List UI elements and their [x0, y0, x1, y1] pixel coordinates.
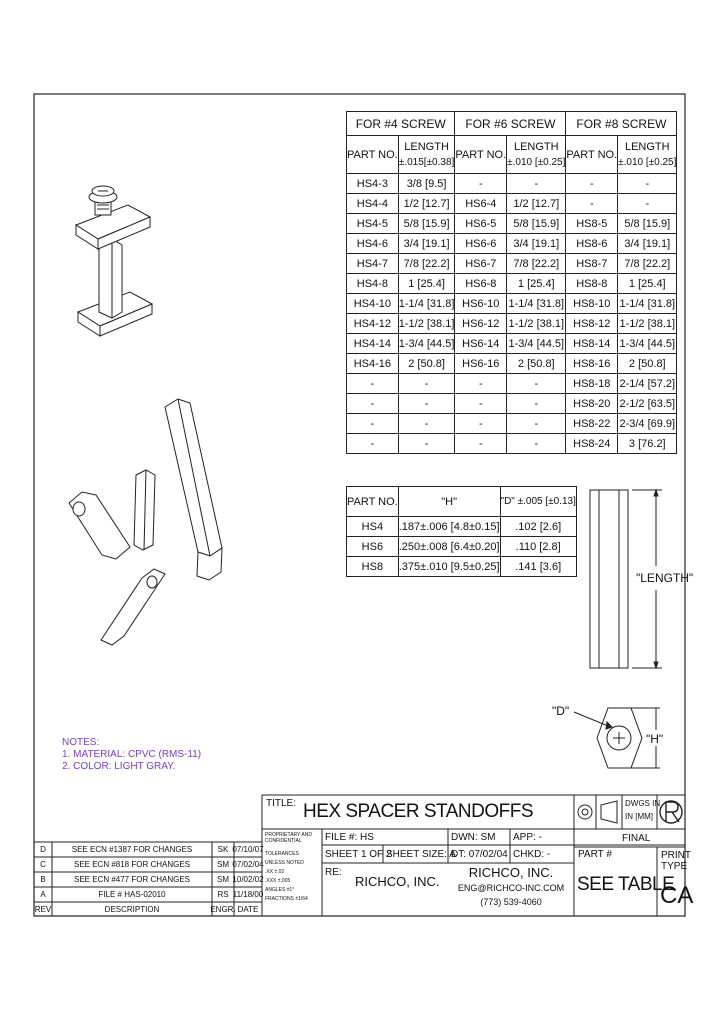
part-number-cell: HS4-10 [347, 294, 399, 314]
part-number-cell: HS6-14 [455, 334, 507, 354]
col-header-length-4 [398, 136, 455, 174]
dim-part-cell: HS4 [347, 517, 399, 537]
length-cell: - [618, 174, 677, 194]
revision-cell: RS [217, 890, 229, 899]
parts-row [347, 214, 677, 234]
length-label: LENGTH [513, 140, 559, 153]
parts-row [347, 374, 677, 394]
units-label: IN [MM] [625, 812, 653, 821]
revision-cell: SM [217, 875, 229, 884]
dim-d-cell: .110 [2.8] [500, 537, 576, 557]
notes [62, 737, 201, 773]
length-cell: 7/8 [22.2] [507, 254, 566, 274]
part-number-cell: HS8-10 [566, 294, 618, 314]
length-cell: 7/8 [22.2] [618, 254, 677, 274]
note-color: 2. COLOR: LIGHT GRAY. [62, 761, 176, 772]
length-cell: 1 [25.4] [507, 274, 566, 294]
dim-h-cell: .250±.008 [6.4±0.20] [398, 537, 500, 557]
length-cell: 2-1/2 [63.5] [618, 394, 677, 414]
length-cell: 5/8 [15.9] [398, 214, 455, 234]
length-cell: 2-3/4 [69.9] [618, 414, 677, 434]
revision-cell: SEE ECN #477 FOR CHANGES [73, 875, 191, 884]
tolerance-line: .XXX ±.005 [265, 878, 291, 884]
revision-cell: SEE ECN #818 FOR CHANGES [73, 860, 191, 869]
re-company: RICHCO, INC. [355, 874, 440, 889]
notes-heading: NOTES: [62, 737, 100, 748]
dim-d-cell: .141 [3.6] [500, 557, 576, 577]
part-number-cell: HS8-14 [566, 334, 618, 354]
dim-d-cell: .102 [2.6] [500, 517, 576, 537]
h-dimension-label: "H" [646, 732, 664, 746]
revision-cell: SK [217, 845, 229, 854]
length-cell: 1-1/2 [38.1] [398, 314, 455, 334]
length-cell: 7/8 [22.2] [398, 254, 455, 274]
part-number-cell: HS6-7 [455, 254, 507, 274]
tolerance-line: ANGLES ±1° [265, 887, 295, 893]
revision-cell: A [40, 890, 46, 899]
tolerance-line: FRACTIONS ±1/64 [265, 896, 308, 902]
note-material: 1. MATERIAL: CPVC (RMS-11) [62, 749, 202, 760]
confidential-note [265, 832, 312, 844]
re-label: RE: [325, 867, 342, 878]
tolerance-note [265, 850, 308, 904]
dwgs-in-label: DWGS IN [625, 799, 661, 808]
length-cell: 1/2 [12.7] [507, 194, 566, 214]
print-type-label [661, 850, 691, 872]
part-number-cell: HS4-7 [347, 254, 399, 274]
parts-row [347, 294, 677, 314]
dim-header-d: "D" ±.005 [±0.13] [500, 487, 576, 517]
tolerance-line: TOLERANCES [265, 851, 299, 857]
parts-row [347, 354, 677, 374]
length-cell: 3 [76.2] [618, 434, 677, 454]
loose-spacers-drawing [69, 399, 222, 645]
parts-row [347, 314, 677, 334]
company-name: RICHCO, INC. [468, 865, 554, 880]
col-header-length-6 [507, 136, 566, 174]
spacer-assembly-drawing [76, 186, 152, 336]
parts-row [347, 414, 677, 434]
group-header-6: FOR #6 SCREW [455, 112, 566, 136]
dim-part-cell: HS8 [347, 557, 399, 577]
part-number-cell: HS6-6 [455, 234, 507, 254]
length-cell: - [507, 434, 566, 454]
length-tolerance: ±.010 [±0.25] [618, 156, 677, 168]
part-number-cell: HS4-8 [347, 274, 399, 294]
part-number-cell: HS4-12 [347, 314, 399, 334]
length-cell: - [507, 394, 566, 414]
richco-logo [660, 801, 682, 823]
part-number-cell: HS8-12 [566, 314, 618, 334]
length-cell: 2 [50.8] [618, 354, 677, 374]
file-number: FILE #: HS [325, 832, 374, 843]
confidential-line: CONFIDENTIAL [265, 838, 302, 844]
print-type-label-line: TYPE [661, 861, 688, 872]
length-cell: - [398, 394, 455, 414]
part-number-cell: HS6-8 [455, 274, 507, 294]
revision-cell: 07/02/04 [232, 860, 264, 869]
length-cell: 1-3/4 [44.5] [507, 334, 566, 354]
parts-row [347, 334, 677, 354]
part-number-cell: - [455, 414, 507, 434]
part-number-cell: HS6-12 [455, 314, 507, 334]
part-number-cell: HS8-8 [566, 274, 618, 294]
dim-h-cell: .187±.006 [4.8±0.15] [398, 517, 500, 537]
length-cell: 1-1/4 [31.8] [507, 294, 566, 314]
length-cell: 1-1/2 [38.1] [618, 314, 677, 334]
part-number-cell: HS6-16 [455, 354, 507, 374]
parts-row [347, 174, 677, 194]
col-header-length-8 [618, 136, 677, 174]
tolerance-line: UNLESS NOTED [265, 860, 304, 866]
projection-symbol [578, 801, 617, 823]
part-number-cell: HS6-4 [455, 194, 507, 214]
part-number-cell: HS8-22 [566, 414, 618, 434]
length-cell: 2 [50.8] [507, 354, 566, 374]
sheet-size: SHEET SIZE: A [386, 849, 456, 860]
part-number-cell: HS8-24 [566, 434, 618, 454]
length-cell: - [507, 374, 566, 394]
dimension-row [347, 557, 577, 577]
drawing-date: DT: 07/02/04 [451, 849, 508, 860]
part-number-cell: HS4-5 [347, 214, 399, 234]
part-number-cell: - [347, 414, 399, 434]
part-number-cell: - [566, 174, 618, 194]
length-cell: 3/4 [19.1] [618, 234, 677, 254]
final-status: FINAL [622, 833, 651, 844]
length-cell: - [618, 194, 677, 214]
group-header-4: FOR #4 SCREW [347, 112, 455, 136]
length-cell: 3/8 [9.5] [398, 174, 455, 194]
col-header-part-8: PART NO. [566, 136, 618, 174]
length-dimension-label: "LENGTH" [636, 571, 694, 585]
part-number-cell: - [455, 374, 507, 394]
parts-row [347, 274, 677, 294]
length-cell: 5/8 [15.9] [507, 214, 566, 234]
part-number-cell: HS8-6 [566, 234, 618, 254]
sheet-number: SHEET 1 OF 2 [325, 849, 392, 860]
parts-row [347, 254, 677, 274]
part-number-cell: HS4-16 [347, 354, 399, 374]
length-cell: 1 [25.4] [618, 274, 677, 294]
part-number-cell: HS4-3 [347, 174, 399, 194]
length-cell: 1-1/4 [31.8] [398, 294, 455, 314]
revision-cell: 10/02/02 [232, 875, 264, 884]
parts-row [347, 234, 677, 254]
group-header-8: FOR #8 SCREW [566, 112, 677, 136]
part-number-cell: HS8-18 [566, 374, 618, 394]
part-number-cell: HS6-5 [455, 214, 507, 234]
length-cell: 1-1/2 [38.1] [507, 314, 566, 334]
parts-row [347, 194, 677, 214]
part-number-cell: HS8-5 [566, 214, 618, 234]
part-number-label: PART # [578, 849, 612, 860]
revision-cell: D [40, 845, 46, 854]
length-label: LENGTH [624, 140, 670, 153]
revision-cell: B [40, 875, 46, 884]
parts-length-table [346, 111, 677, 454]
dimension-table [346, 486, 577, 577]
confidential-line: PROPRIETARY AND [265, 832, 312, 838]
d-dimension-label: "D" [552, 704, 570, 718]
company-email: ENG@RICHCO-INC.COM [457, 883, 565, 893]
revision-cell: 07/10/07 [232, 845, 264, 854]
drawn-by: DWN: SM [451, 832, 496, 843]
print-type-value: CA [660, 882, 694, 909]
revision-cell: SM [217, 860, 229, 869]
part-number-cell: - [455, 174, 507, 194]
length-cell: 1/2 [12.7] [398, 194, 455, 214]
dimension-row [347, 537, 577, 557]
revision-header: REV [34, 905, 52, 914]
revision-header: ENGR. [210, 905, 236, 914]
parts-row [347, 434, 677, 454]
length-cell: 2 [50.8] [398, 354, 455, 374]
length-cell: 1-1/4 [31.8] [618, 294, 677, 314]
dimension-row [347, 517, 577, 537]
part-number-cell: - [347, 434, 399, 454]
length-cell: - [398, 374, 455, 394]
approved-by: APP: - [513, 832, 542, 843]
checked-by: CHKD: - [513, 849, 551, 860]
revision-cell: SEE ECN #1387 FOR CHANGES [71, 845, 193, 854]
length-cell: 3/4 [19.1] [507, 234, 566, 254]
tolerance-line: .XX ±.02 [265, 869, 285, 875]
revision-cell: 11/18/00 [232, 890, 264, 899]
part-number-cell: HS8-16 [566, 354, 618, 374]
part-number-cell: HS4-14 [347, 334, 399, 354]
length-cell: 2-1/4 [57.2] [618, 374, 677, 394]
drawing-title: HEX SPACER STANDOFFS [303, 801, 533, 822]
revision-header: DESCRIPTION [104, 905, 160, 914]
title-label: TITLE: [266, 798, 297, 809]
print-type-label-line: PRINT [661, 850, 691, 861]
length-cell: - [507, 414, 566, 434]
length-cell: - [507, 174, 566, 194]
parts-row [347, 394, 677, 414]
part-number-cell: - [455, 394, 507, 414]
length-cell: - [398, 414, 455, 434]
part-number-cell: HS6-10 [455, 294, 507, 314]
part-number-cell: - [566, 194, 618, 214]
length-tolerance: ±.015[±0.38] [398, 156, 455, 168]
part-number-cell: - [347, 394, 399, 414]
col-header-part-4: PART NO. [347, 136, 399, 174]
length-label: LENGTH [404, 140, 449, 153]
length-cell: 1 [25.4] [398, 274, 455, 294]
part-number-cell: - [455, 434, 507, 454]
revision-header: DATE [237, 905, 259, 914]
col-header-part-6: PART NO. [455, 136, 507, 174]
dim-header-h: "H" [398, 487, 500, 517]
length-cell: - [398, 434, 455, 454]
length-cell: 1-3/4 [44.5] [398, 334, 455, 354]
dim-h-cell: .375±.010 [9.5±0.25] [398, 557, 500, 577]
length-cell: 3/4 [19.1] [398, 234, 455, 254]
part-number-cell: HS8-20 [566, 394, 618, 414]
length-tolerance: ±.010 [±0.25] [507, 156, 566, 168]
revision-cell: FILE # HAS-02010 [98, 890, 166, 899]
part-number-cell: - [347, 374, 399, 394]
part-number-value: SEE TABLE [577, 874, 675, 895]
dim-header-part: PART NO. [347, 487, 399, 517]
company-phone: (773) 539-4060 [480, 897, 542, 907]
length-cell: 5/8 [15.9] [618, 214, 677, 234]
length-cell: 1-3/4 [44.5] [618, 334, 677, 354]
part-number-cell: HS4-6 [347, 234, 399, 254]
revision-cell: C [40, 860, 46, 869]
dim-part-cell: HS6 [347, 537, 399, 557]
part-number-cell: HS4-4 [347, 194, 399, 214]
part-number-cell: HS8-7 [566, 254, 618, 274]
